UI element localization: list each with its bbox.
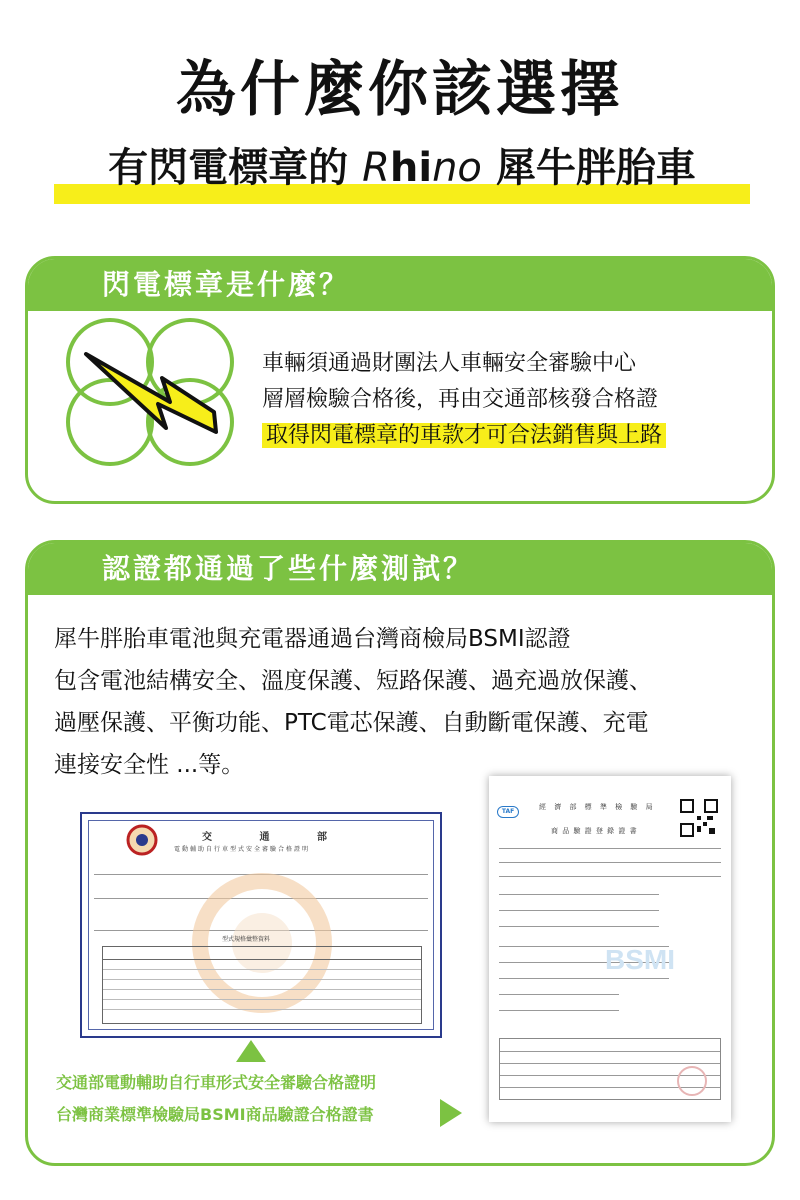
- section-heading: 閃電標章是什麼？: [102, 268, 351, 301]
- caption-left-cert: 交通部電動輔助自行車形式安全審驗合格證明: [56, 1073, 377, 1092]
- para-line: 連接安全性 ...等。: [54, 752, 245, 778]
- lightning-mark-description: [262, 346, 666, 454]
- subtitle-prefix: 有閃電標章的: [108, 145, 363, 191]
- cert-org: 經 濟 部 標 準 檢 驗 局: [539, 803, 656, 811]
- cert-title: 商 品 驗 證 登 錄 證 書: [551, 827, 638, 835]
- section-heading: 認證都通過了些什麼測試？: [102, 552, 475, 585]
- section-header: [28, 259, 772, 311]
- moto-safety-certificate-image: [80, 812, 442, 1038]
- qr-code-icon: [679, 798, 719, 838]
- bsmi-watermark: BSMI: [605, 944, 675, 975]
- certification-description: [54, 618, 652, 786]
- lightning-badge-icon: [52, 316, 248, 468]
- arrow-right-icon: [440, 1099, 462, 1127]
- para-line: 包含電池結構安全、溫度保護、短路保護、過充過放保護、: [54, 668, 652, 694]
- bsmi-certificate-image: [489, 776, 731, 1122]
- para-line: 犀牛胖胎車電池與充電器通過台灣商檢局BSMI認證: [54, 626, 571, 652]
- taf-mark: TAF: [497, 806, 519, 818]
- arrow-up-icon: [236, 1040, 266, 1062]
- section-header: [28, 543, 772, 595]
- brand-hi: hi: [389, 145, 433, 191]
- caption-right-cert: 台灣商業標準檢驗局BSMI商品驗證合格證書: [56, 1105, 374, 1124]
- cert-org: 交 通 部: [202, 832, 349, 843]
- page-title: 為什麼你該選擇: [176, 55, 624, 125]
- brand-logo: [362, 145, 482, 191]
- subtitle-suffix: 犀牛胖胎車: [481, 145, 696, 191]
- subtitle-block: [54, 138, 750, 204]
- cert-table-title: 型式規格彙整資料: [222, 936, 271, 943]
- cert-table: [102, 946, 422, 1024]
- subtitle: [54, 138, 750, 198]
- cert-title: 電動輔助自行車型式安全審驗合格證明: [174, 846, 311, 853]
- para-line: 過壓保護、平衡功能、PTC電芯保護、自動斷電保護、充電: [54, 710, 649, 736]
- official-seal-icon: [677, 1066, 707, 1096]
- brand-r: R: [362, 145, 390, 191]
- desc-line: 車輛須通過財團法人車輛安全審驗中心: [262, 351, 637, 376]
- emblem-icon: [126, 824, 158, 856]
- desc-highlight: 取得閃電標章的車款才可合法銷售與上路: [262, 423, 666, 448]
- brand-no: no: [432, 145, 482, 191]
- desc-line: 層層檢驗合格後，再由交通部核發合格證: [262, 387, 659, 412]
